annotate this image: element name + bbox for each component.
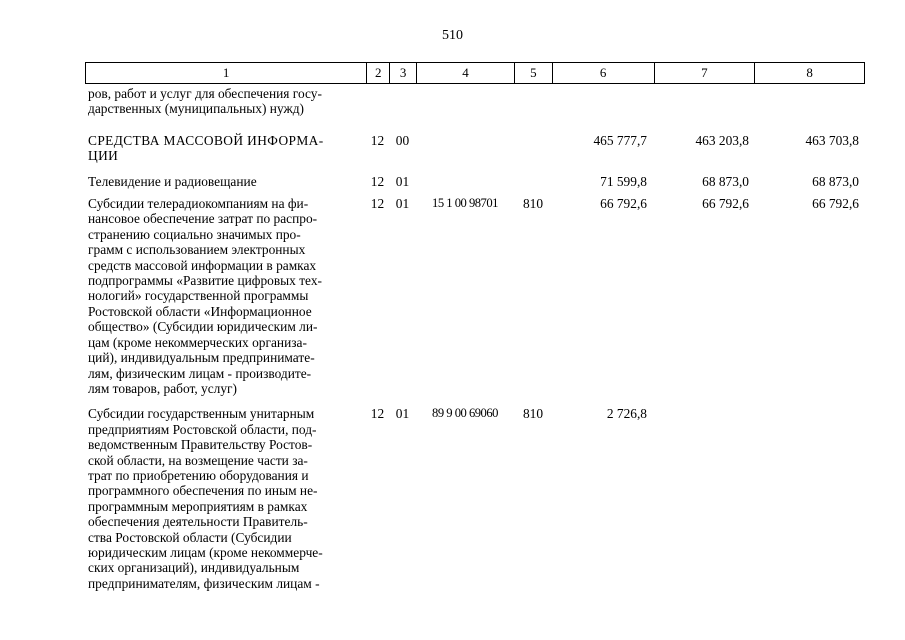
name-line: Ростовской области «Информационное [88,303,312,319]
row-csr [416,86,514,117]
name-line: трат по приобретению оборудования и [88,467,309,483]
name-line: ЦИИ [88,148,119,164]
row-name [85,196,366,396]
name-line: предпринимателям, физическим лицам - [88,575,320,591]
row-pr: 00 [395,132,410,148]
row-vr [514,86,552,117]
header-cell-2: 2 [366,63,389,83]
table-body [85,86,865,591]
row-year1: 2 726,8 [606,406,647,422]
name-line: ских организаций), индивидуальным [88,560,300,576]
name-line: ства Ростовской области (Субсидии [88,529,292,545]
row-year3: 68 873,0 [812,173,859,189]
row-pr: 01 [395,196,410,212]
name-line: средств массовой информации в рамках [88,257,317,273]
name-line: ций), индивидуальным предпринимате- [88,350,315,366]
row-csr: 15 1 00 98701 [432,196,498,211]
name-line: СРЕДСТВА МАССОВОЙ ИНФОРМА- [88,132,324,148]
row-rz: 12 [370,173,385,189]
name-line: программного обеспечения по иным не- [88,483,318,499]
row-name [85,133,366,164]
row-pr: 01 [395,406,410,422]
row-vr: 810 [522,406,544,422]
row-rz: 12 [370,406,385,422]
header-cell-3: 3 [389,63,416,83]
row-year2 [654,406,755,591]
row-name [85,174,366,189]
header-cell-5: 5 [514,63,552,83]
header-cell-6: 6 [552,63,654,83]
row-csr: 89 9 00 69060 [432,406,498,421]
row-name [85,86,366,117]
row-year1: 71 599,8 [600,173,647,189]
name-line: ской области, на возмещение части за- [88,452,308,468]
page-number: 510 [442,28,463,43]
name-line: нологий» государственной программы [88,288,309,304]
row-rz: 12 [370,196,385,212]
name-line: ведомственным Правительству Ростов- [88,437,313,453]
row-year2 [654,86,755,117]
row-year3 [755,86,865,117]
table-header [85,62,865,84]
header-cell-8: 8 [754,63,864,83]
row-year1: 66 792,6 [600,196,647,212]
row-csr [416,174,514,189]
row-csr [416,133,514,164]
name-line: юридическим лицам (кроме некоммерче- [88,544,323,560]
name-line: общество» (Субсидии юридическим ли- [88,319,318,335]
row-rz: 12 [370,132,385,148]
row-year2: 66 792,6 [702,196,749,212]
name-line: Субсидии телерадиокомпаниям на фи- [88,196,309,212]
row-rz [366,86,389,117]
row-name [85,406,366,591]
header-cell-7: 7 [654,63,755,83]
table-row [85,86,865,117]
name-line: лям, физическим лицам - производите- [88,365,312,381]
name-line: грамм с использованием электронных [88,242,306,258]
table-row [85,133,865,164]
name-line: лям товаров, работ, услуг) [88,380,238,396]
name-line: обеспечения деятельности Правитель- [88,514,308,530]
name-line: ров, работ и услуг для обеспечения госу- [88,86,322,101]
row-vr: 810 [522,196,544,212]
row-year3 [755,406,865,591]
name-line: Телевидение и радиовещание [88,173,257,189]
name-line: цам (кроме некоммерческих организа- [88,334,307,350]
name-line: дарственных (муниципальных) нужд) [88,101,304,117]
row-vr [514,174,552,189]
header-cell-1: 1 [222,65,230,80]
name-line: странению социально значимых про- [88,226,301,242]
name-line: нансовое обеспечение затрат по распро- [88,211,318,227]
row-year3: 66 792,6 [812,196,859,212]
row-year3: 463 703,8 [805,132,859,148]
table-row [85,196,865,396]
row-year2: 463 203,8 [695,132,749,148]
name-line: подпрограммы «Развитие цифровых тех- [88,273,322,289]
name-line: Субсидии государственным унитарным [88,406,315,422]
name-line: программным мероприятиям в рамках [88,498,308,514]
row-year2: 68 873,0 [702,173,749,189]
row-year1: 465 777,7 [593,132,647,148]
name-line: предприятиям Ростовской области, под- [88,421,317,437]
row-year1 [552,86,654,117]
row-vr [514,133,552,164]
header-cell-4: 4 [416,63,514,83]
row-pr [389,86,416,117]
table-row [85,406,865,591]
row-pr: 01 [395,173,410,189]
table-row [85,174,865,189]
